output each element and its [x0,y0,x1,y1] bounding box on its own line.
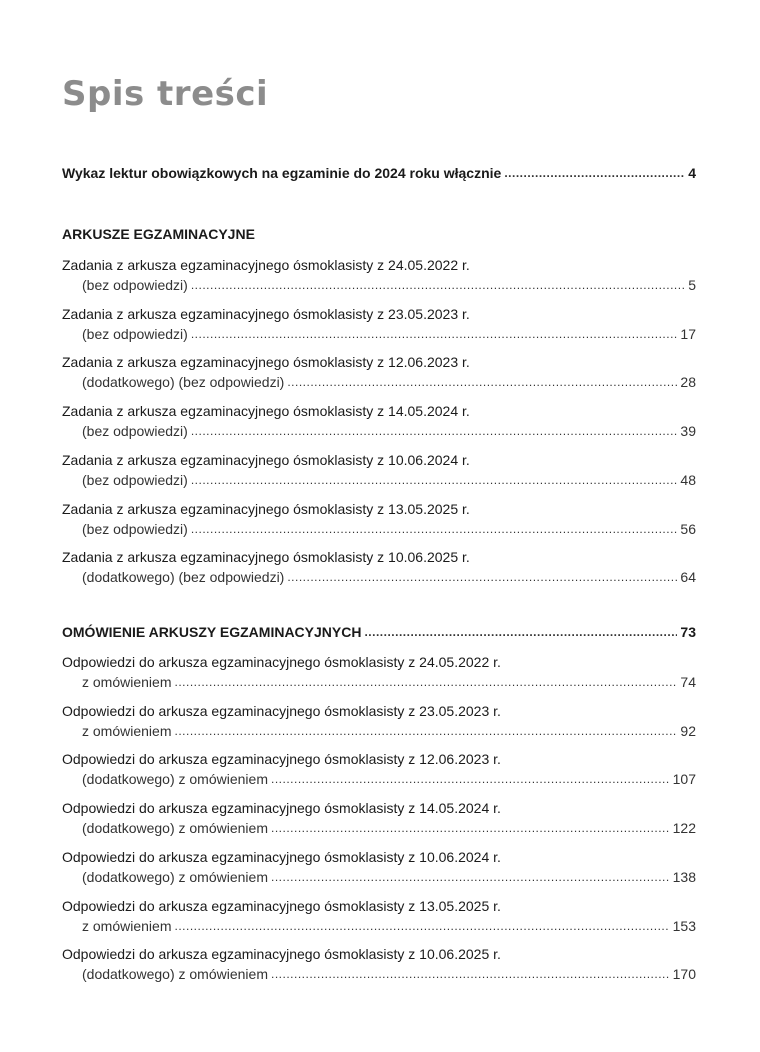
leader-dots [271,819,670,837]
toc-entry-subtitle: (bez odpowiedzi) [82,325,188,342]
toc-entry-page: 28 [680,374,696,391]
toc-entry-subtitle: (dodatkowego) z omówieniem [82,771,268,788]
toc-entry-subtitle: z omówieniem [82,917,172,934]
leader-dots [271,965,670,983]
toc-entry-detail[interactable] [82,722,696,740]
leader-dots [174,673,677,691]
toc-entry-detail[interactable] [82,520,696,538]
toc-entry-subtitle: z omówieniem [82,674,172,690]
leader-dots [287,373,677,391]
section-heading-label: OMÓWIENIE ARKUSZY EGZAMINACYJNYCH [62,624,362,640]
leader-dots [364,623,677,641]
toc-entry-subtitle: (dodatkowego) z omówieniem [82,820,268,837]
toc-entry-page: 153 [672,917,696,934]
toc-entry-page: 107 [672,771,696,788]
toc-entry-subtitle: (dodatkowego) z omówieniem [82,868,268,885]
leader-dots [504,164,685,182]
toc-entry-subtitle: (bez odpowiedzi) [82,423,188,440]
toc-entry-detail[interactable] [82,673,696,691]
toc-entry-title[interactable]: Zadania z arkusza egzaminacyjnego ósmoklasisty z 12.06.2023 r. [62,354,470,371]
toc-entry-title[interactable]: Odpowiedzi do arkusza egzaminacyjnego ósmoklasisty z 24.05.2022 r. [62,654,501,670]
toc-entry-page: 64 [680,569,696,586]
toc-entry-detail[interactable] [82,276,696,294]
toc-entry-page: 17 [680,325,696,342]
leader-dots [191,325,678,343]
toc-entry-title[interactable]: Odpowiedzi do arkusza egzaminacyjnego ósmoklasisty z 10.06.2025 r. [62,946,501,963]
toc-entry-detail[interactable] [82,819,696,837]
leader-dots [174,917,669,935]
toc-entry-title[interactable]: Zadania z arkusza egzaminacyjnego ósmoklasisty z 13.05.2025 r. [62,500,470,517]
toc-entry-detail[interactable] [82,965,696,983]
toc-entry-page: 170 [672,966,696,983]
toc-entry-subtitle: z omówieniem [82,722,172,739]
leader-dots [191,520,678,538]
toc-entry-title[interactable]: Zadania z arkusza egzaminacyjnego ósmoklasisty z 10.06.2024 r. [62,451,470,468]
toc-entry-detail[interactable] [82,422,696,440]
section-heading-omowienie[interactable] [62,623,696,641]
toc-entry-intro[interactable] [62,164,696,182]
toc-entry-page: 92 [680,722,696,739]
toc-entry-detail[interactable] [82,325,696,343]
toc-entry-page: 56 [680,520,696,537]
toc-entry-page: 39 [680,423,696,440]
leader-dots [191,276,685,294]
toc-entry-page: 138 [672,868,696,885]
toc-entry-detail[interactable] [82,917,696,935]
toc-entry-title[interactable]: Odpowiedzi do arkusza egzaminacyjnego ósmoklasisty z 12.06.2023 r. [62,751,501,768]
toc-entry-page: 48 [680,471,696,488]
toc-entry-title[interactable]: Odpowiedzi do arkusza egzaminacyjnego ósmoklasisty z 14.05.2024 r. [62,800,501,817]
leader-dots [271,868,670,886]
toc-entry-title[interactable]: Zadania z arkusza egzaminacyjnego ósmoklasisty z 23.05.2023 r. [62,305,470,322]
toc-entry-title[interactable]: Odpowiedzi do arkusza egzaminacyjnego ósmoklasisty z 10.06.2024 r. [62,848,501,865]
toc-entry-title[interactable]: Zadania z arkusza egzaminacyjnego ósmoklasisty z 10.06.2025 r. [62,549,470,566]
toc-entry-page: 122 [672,820,696,837]
toc-entry-subtitle: (bez odpowiedzi) [82,277,188,293]
toc-entry-page: 4 [688,165,696,181]
toc-entry-label: Wykaz lektur obowiązkowych na egzaminie do 2024 roku włącznie [62,165,502,181]
leader-dots [191,471,678,489]
toc-entry-subtitle: (bez odpowiedzi) [82,520,188,537]
toc-entry-detail[interactable] [82,471,696,489]
toc-entry-title[interactable]: Zadania z arkusza egzaminacyjnego ósmoklasisty z 14.05.2024 r. [62,403,470,420]
leader-dots [174,722,677,740]
toc-entry-title[interactable]: Odpowiedzi do arkusza egzaminacyjnego ósmoklasisty z 23.05.2023 r. [62,702,501,719]
toc-entry-detail[interactable] [82,868,696,886]
toc-entry-title[interactable]: Odpowiedzi do arkusza egzaminacyjnego ósmoklasisty z 13.05.2025 r. [62,897,501,914]
toc-entry-subtitle: (bez odpowiedzi) [82,471,188,488]
toc-entry-page: 5 [688,277,696,293]
section-heading-page: 73 [680,624,696,640]
toc-entry-page: 74 [680,674,696,690]
toc-entry-subtitle: (dodatkowego) (bez odpowiedzi) [82,374,285,391]
toc-entry-detail[interactable] [82,373,696,391]
leader-dots [271,770,670,788]
leader-dots [287,568,677,586]
toc-entry-detail[interactable] [82,568,696,586]
toc-entry-detail[interactable] [82,770,696,788]
toc-entry-title[interactable]: Zadania z arkusza egzaminacyjnego ósmoklasisty z 24.05.2022 r. [62,257,470,273]
leader-dots [191,422,678,440]
page-title: Spis treści [62,74,269,114]
toc-entry-subtitle: (dodatkowego) (bez odpowiedzi) [82,569,285,586]
section-heading-arkusze: ARKUSZE EGZAMINACYJNE [62,226,255,242]
toc-entry-subtitle: (dodatkowego) z omówieniem [82,966,268,983]
